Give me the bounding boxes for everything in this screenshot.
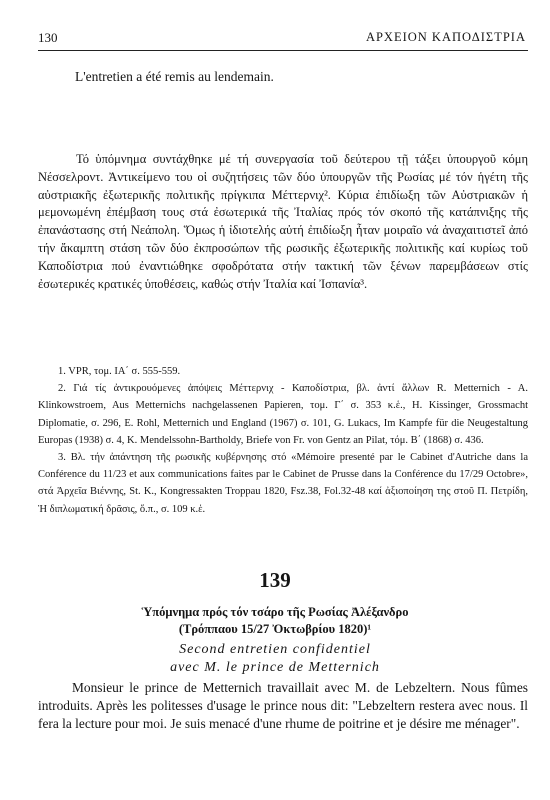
document-number: 139	[259, 568, 291, 592]
intro-line: L'entretien a été remis au lendemain.	[75, 69, 274, 84]
french-title	[0, 641, 550, 677]
page-header	[38, 30, 526, 52]
memo-paragraph: Τό ὑπόμνημα συντάχθηκε μέ τή συνεργασία τοῦ δεύτερου τῇ τάξει ὑπουργοῦ κόμη Νέσσελροντ. Ἀντικείμενο του οἱ συζητήσεις τῶν δύο ὑπουργῶν τῆς Ρωσίας μέ τόν ἡγέτη τῆς αὐστριακῆς ἐξωτερικῆς πολιτικῆς πρίγκιπα Μέττερνιχ². Κύρια ἐπιδίωξη τῶν Αὐστριακῶν ἡ μεμονωμένη ἐπέμβαση τους στά ἐσωτερικά τῆς Ἰταλίας πρός τόν σκοπό τῆς κατάπνιξης τῆς ἐπανάστασης στή Νεάπολη. Ὅμως ἡ ἰδιοτελής αὐτή ἐπιδίωξη ἦταν μοιραῖο νά ἀναχαιτιστεῖ ἀπό τήν ἄκαμπτη στάση τῶν δύο ἐκπροσώπων τῆς ρωσικῆς ἐξωτερικῆς πολιτικῆς καί κυρίως τοῦ Καποδίστρια πού ἐναντιώθηκε σφοδρότατα στήν τακτική τῶν ξένων παρεμβάσεων στίς ἐσωτερικές κρατικές ὑποθέσεις, καθώς στήν Ἰταλία καί Ἰσπανία³.	[38, 152, 528, 291]
page-number: 130	[38, 30, 58, 45]
footnote-1: 1. VPR, τομ. ΙΑ΄ σ. 555-559.	[58, 366, 181, 377]
document-title-line-1: Ὑπόμνημα πρός τόν τσάρο τῆς Ρωσίας Ἀλέξανδρο	[141, 605, 409, 619]
french-title-line-1: Second entretien confidentiel	[179, 642, 371, 657]
document-title-line-2: (Τρόππαου 15/27 Ὀκτωβρίου 1820)¹	[178, 622, 372, 636]
footnotes	[38, 363, 528, 518]
document-body: Monsieur le prince de Metternich travaillait avec M. de Lebzeltern. Nous fûmes introduits. Après les politesses d'usage le prince nous dit: "Lebzeltern restera avec nous. Il fera la lecture pour moi. Je suis menacé d'une rhume de poitrine et je désire me ménager".	[38, 680, 528, 731]
footnote-3: 3. Βλ. τήν ἀπάντηση τῆς ρωσικῆς κυβέρνησης στό «Mémoire presenté par le Cabinet d'Autriche dans la Conférence du 11/23 et aux communications faites par le Cabinet de Prusse dans la Conférence du 17/29 Octobre», στά Ἀρχεῖα Βιέννης, St. K., Kongressakten Troppau 1820, Fsz.38, Fol.32-48 καί ἀξιοποίηση της στοῦ Π. Πετρίδη, Ἡ διπλωματική δρᾶσις, ὅ.π., σ. 109 κ.ἑ.	[38, 452, 528, 515]
document-title	[0, 604, 550, 638]
footnote-2: 2. Γιά τίς ἀντικρουόμενες ἀπόψεις Μέττερνιχ - Καποδίστρια, βλ. ἀντί ἄλλων R. Metternich - A. Klinkowstroem, Aus Metternichs nachgelassenen Papieren, τομ. Γ΄ σ. 353 κ.ἑ., H. Kissinger, Grossmacht Diplomatie, σ. 296, E. Rohl, Metternich und England (1967) σ. 101, G. Lukacs, Im Kampfe für die Neugestaltung Europas (1938) σ. 4, K. Mendelssohn-Bartholdy, Briefe von Fr. von Gentz an Pilat, τόμ. Β΄ (1868) σ. 436.	[38, 383, 528, 446]
french-title-line-2: avec M. le prince de Metternich	[170, 660, 380, 675]
running-title: ΑΡΧΕΙΟΝ ΚΑΠΟΔΙΣΤΡΙΑ	[365, 30, 526, 44]
header-rule	[38, 50, 528, 51]
